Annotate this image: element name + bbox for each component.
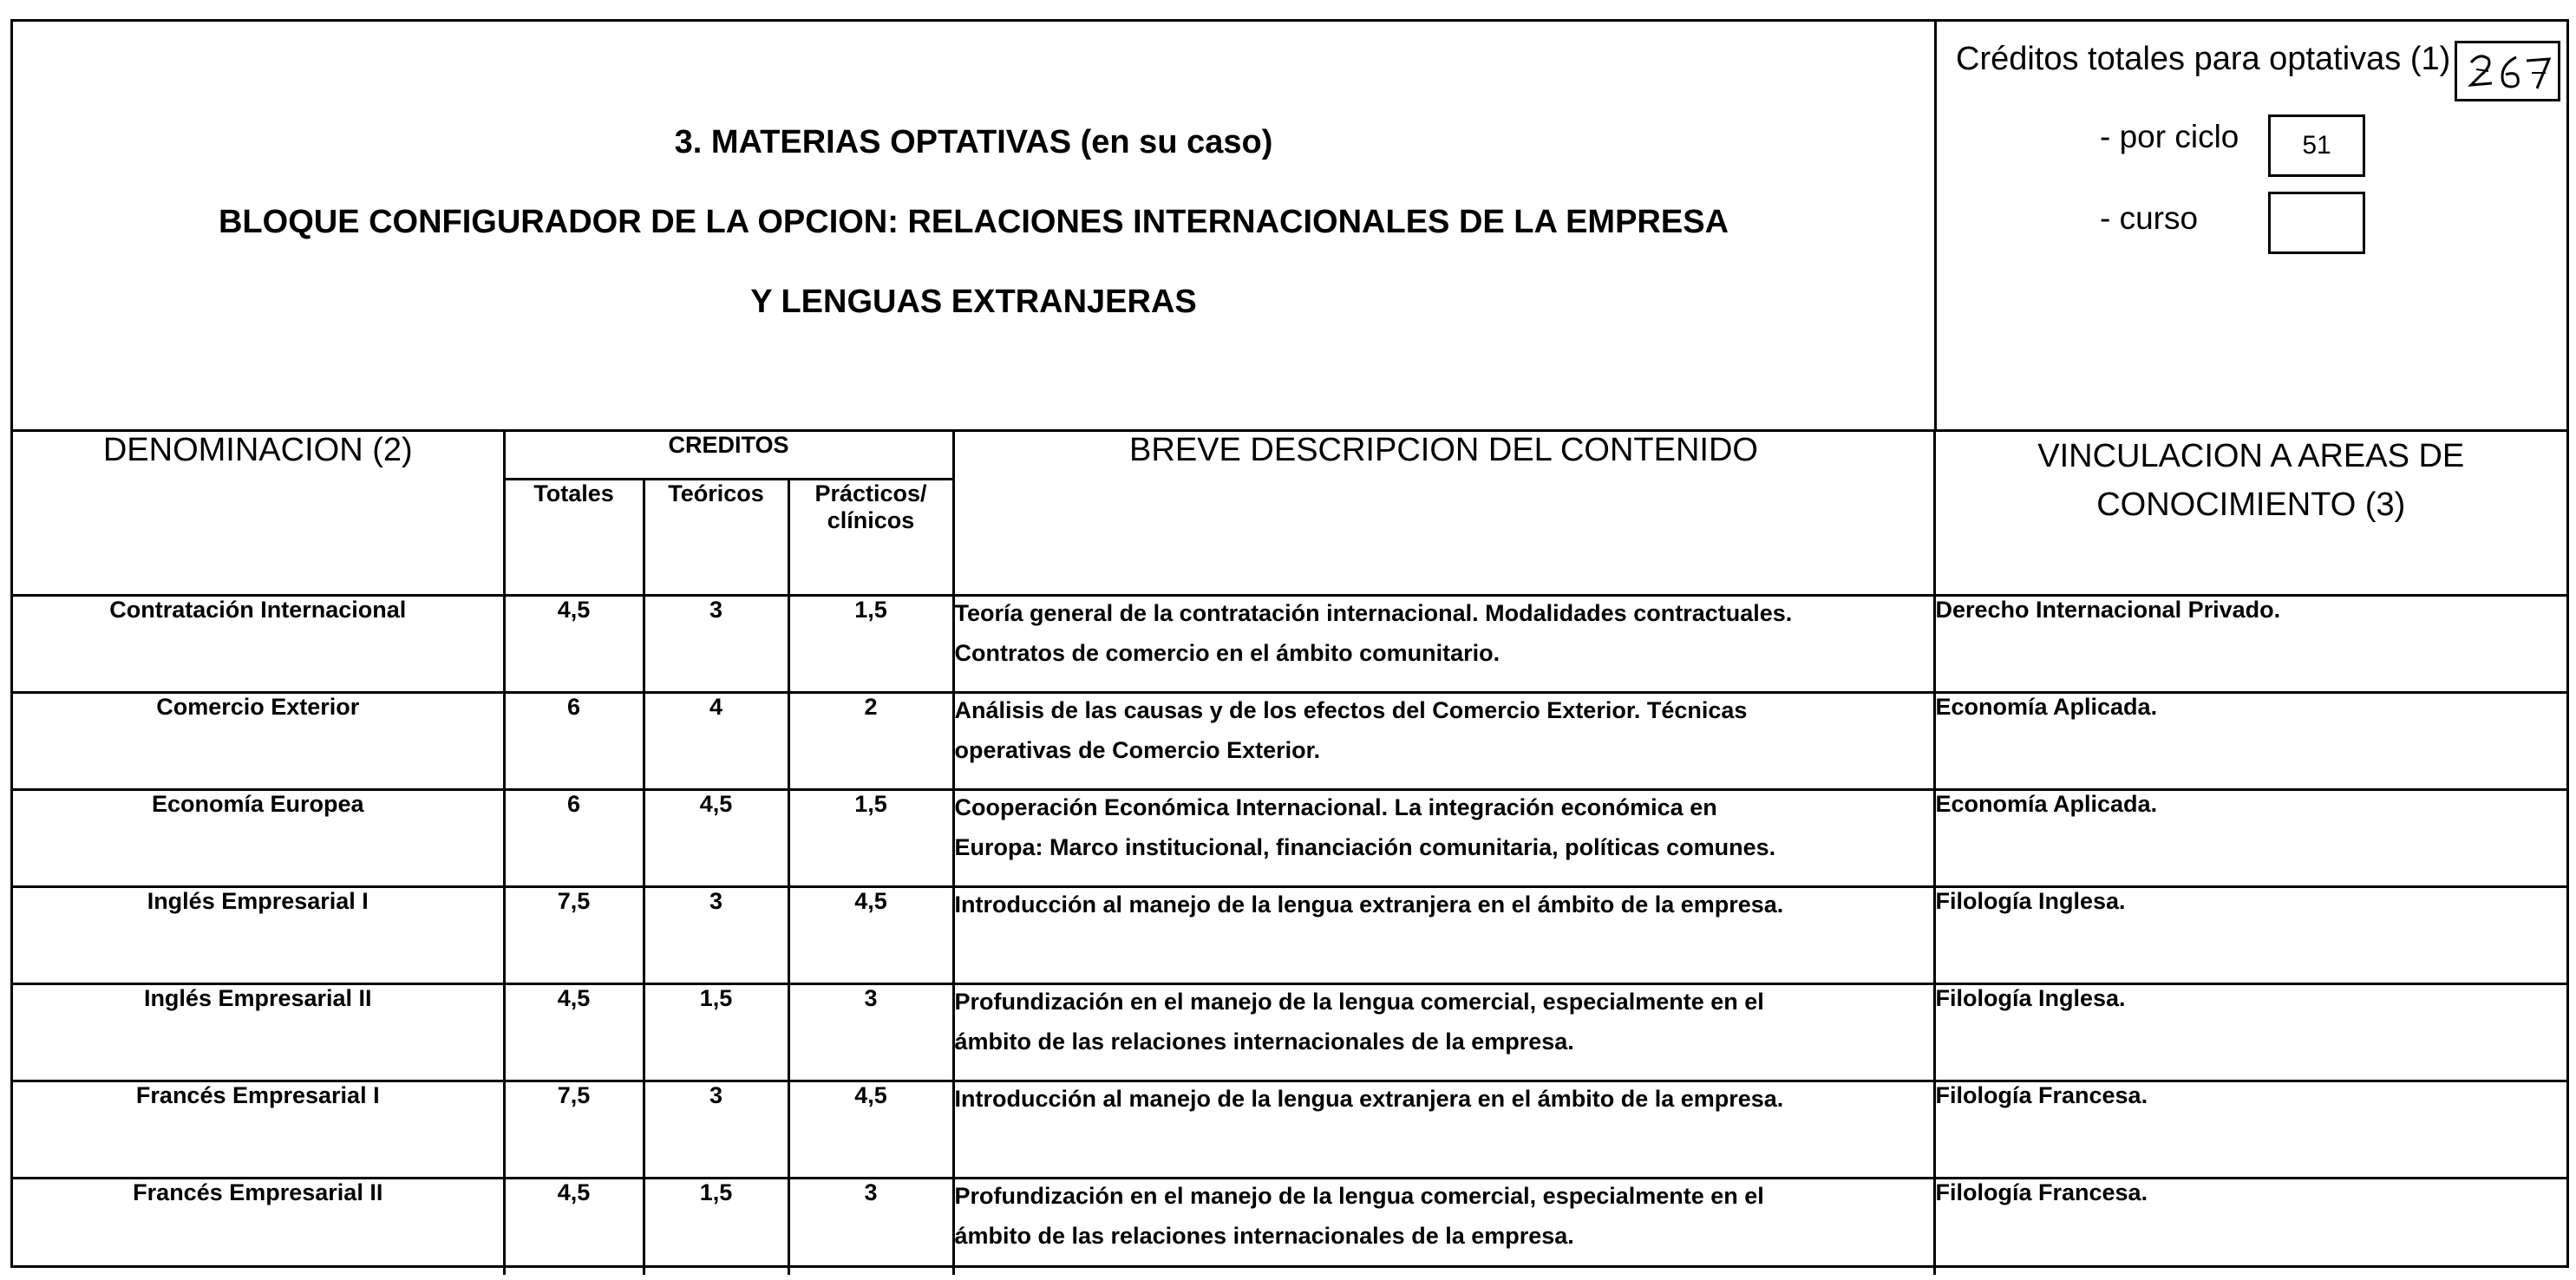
subject-name: Inglés Empresarial II [13,983,504,1081]
credits-teoricos: 3 [644,595,788,692]
subject-name: Francés Empresarial II [13,1178,504,1275]
document-frame [10,19,2569,1268]
section-title: 3. MATERIAS OPTATIVAS (en su caso) [674,124,1273,160]
credits-teoricos: 4 [644,692,788,789]
credits-teoricos: 3 [644,886,788,983]
description-line: Profundización en el manejo de la lengua comercial, especialmente en el [954,1182,1764,1209]
credits-practicos: 4,5 [788,1081,953,1178]
por-ciclo-label: - por ciclo [2100,119,2239,154]
knowledge-area: Filología Francesa. [1934,1178,2566,1275]
knowledge-area: Economía Aplicada. [1934,789,2566,886]
practicos-line2: clínicos [827,506,915,533]
credits-totales: 4,5 [504,983,644,1081]
credits-teoricos: 1,5 [644,983,788,1081]
credits-practicos: 3 [788,983,953,1081]
credits-practicos: 1,5 [788,595,953,692]
credits-practicos: 4,5 [788,886,953,983]
practicos-line1: Prácticos/ [814,480,927,506]
credits-teoricos: 3 [644,1081,788,1178]
credits-totales: 6 [504,789,644,886]
subject-description [953,789,1934,886]
col-header-creditos: CREDITOS [504,432,953,479]
description-line: Cooperación Económica Internacional. La integración económica en [954,793,1717,820]
description-line: ámbito de las relaciones internacionales de la empresa. [954,1028,1574,1055]
credits-teoricos: 4,5 [644,789,788,886]
subject-description [953,886,1934,983]
subject-name: Inglés Empresarial I [13,886,504,983]
credits-totales: 7,5 [504,1081,644,1178]
description-line: Profundización en el manejo de la lengua comercial, especialmente en el [954,988,1764,1015]
description-line: Introducción al manejo de la lengua extranjera en el ámbito de la empresa. [954,891,1784,918]
total-credits-handwritten-box [2455,41,2560,101]
subject-description [953,983,1934,1081]
total-credits-label: Créditos totales para optativas (1) [1956,41,2451,77]
subject-description [953,692,1934,789]
credits-totales: 6 [504,692,644,789]
col-header-teoricos: Teóricos [644,479,788,595]
table-row [13,789,2566,886]
description-line: Europa: Marco institucional, financiación comunitaria, políticas comunes. [954,833,1776,860]
credits-summary-panel [1934,22,2566,429]
col-header-descripcion: BREVE DESCRIPCION DEL CONTENIDO [953,432,1934,595]
subjects-table [13,432,2566,1275]
credits-totales: 7,5 [504,886,644,983]
curso-value [2268,192,2365,254]
subject-description [953,1178,1934,1275]
description-line: Teoría general de la contratación internacional. Modalidades contractuales. [954,599,1793,626]
credits-totales: 4,5 [504,595,644,692]
credits-teoricos: 1,5 [644,1178,788,1275]
credits-totales: 4,5 [504,1178,644,1275]
por-ciclo-value: 51 [2268,114,2365,177]
description-line: Introducción al manejo de la lengua extranjera en el ámbito de la empresa. [954,1085,1784,1112]
header-title-area [13,22,1934,429]
subject-description [953,1081,1934,1178]
knowledge-area: Derecho Internacional Privado. [1934,595,2566,692]
vinculacion-line1: VINCULACION A AREAS DE [2037,438,2465,474]
table-header-row [13,432,2566,479]
credits-practicos: 2 [788,692,953,789]
block-title-continuation: Y LENGUAS EXTRANJERAS [750,284,1197,320]
credits-practicos: 1,5 [788,789,953,886]
subject-name: Comercio Exterior [13,692,504,789]
table-row [13,595,2566,692]
description-line: ámbito de las relaciones internacionales de la empresa. [954,1222,1574,1249]
knowledge-area: Filología Inglesa. [1934,886,2566,983]
knowledge-area: Economía Aplicada. [1934,692,2566,789]
table-row [13,1081,2566,1178]
table-row [13,1178,2566,1275]
col-header-denominacion: DENOMINACION (2) [13,432,504,595]
col-header-vinculacion [1934,432,2566,595]
description-line: Contratos de comercio en el ámbito comunitario. [954,639,1500,666]
table-row [13,886,2566,983]
description-line: operativas de Comercio Exterior. [954,736,1321,763]
col-header-practicos [788,479,953,595]
subject-description [953,595,1934,692]
vinculacion-line2: CONOCIMIENTO (3) [2096,487,2406,523]
handwritten-267-icon [2462,49,2554,97]
knowledge-area: Filología Francesa. [1934,1081,2566,1178]
col-header-totales: Totales [504,479,644,595]
table-row [13,692,2566,789]
subject-name: Economía Europea [13,789,504,886]
description-line: Análisis de las causas y de los efectos del Comercio Exterior. Técnicas [954,696,1748,723]
subject-name: Francés Empresarial I [13,1081,504,1178]
knowledge-area: Filología Inglesa. [1934,983,2566,1081]
table-row [13,983,2566,1081]
curso-label: - curso [2100,200,2199,236]
block-title: BLOQUE CONFIGURADOR DE LA OPCION: RELACIONES INTERNACIONALES DE LA EMPRESA [218,204,1729,240]
subject-name: Contratación Internacional [13,595,504,692]
credits-practicos: 3 [788,1178,953,1275]
